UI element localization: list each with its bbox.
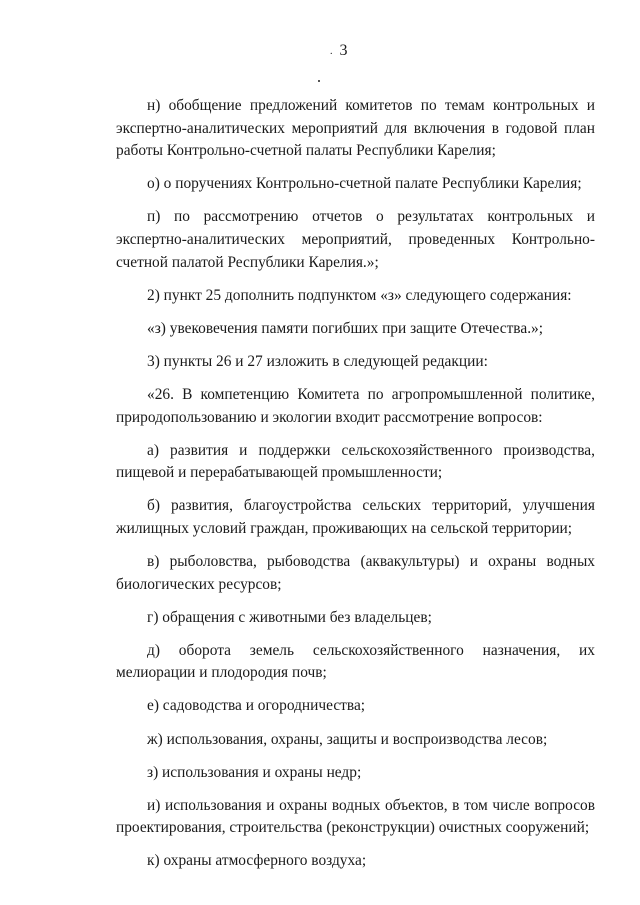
paragraph-zh: ж) использования, охраны, защиты и воспроизводства лесов; — [147, 730, 548, 748]
paragraph-p: п) по рассмотрению отчетов о результатах контрольных и экспертно-аналитических мероприятий, проведенных Контрольно-счетной палатой Республики Карелия.»; — [116, 208, 595, 271]
paragraph-e: е) садоводства и огородничества; — [147, 697, 366, 715]
paragraph-k: к) охраны атмосферного воздуха; — [147, 852, 367, 870]
paragraph-v: в) рыболовства, рыбоводства (аквакультуры) и охраны водных биологических ресурсов; — [116, 553, 595, 593]
paragraph-z: з) использования и охраны недр; — [147, 763, 362, 781]
paragraph-o: о) о поручениях Контрольно-счетной палате Республики Карелия; — [147, 175, 582, 193]
paragraph-item-3: 3) пункты 26 и 27 изложить в следующей редакции: — [147, 352, 488, 370]
paragraph-n: н) обобщение предложений комитетов по темам контрольных и экспертно-аналитических мероприятий для включения в годовой план работы Контрольно-счетной палаты Республики Карелия; — [116, 97, 595, 160]
scan-speck: . — [330, 45, 334, 57]
page-number — [330, 42, 349, 60]
paragraph-26: «26. В компетенцию Комитета по агропромышленной политике, природопользованию и экологии входит рассмотрение вопросов: — [116, 385, 595, 426]
document-body — [116, 95, 595, 884]
paragraph-g: г) обращения с животными без владельцев; — [147, 608, 432, 626]
paragraph-item-2: 2) пункт 25 дополнить подпунктом «з» следующего содержания: — [147, 286, 572, 304]
paragraph-d: д) оборота земель сельскохозяйственного назначения, их мелиорации и плодородия почв; — [116, 641, 595, 682]
scan-dot — [318, 80, 320, 82]
paragraph-b: б) развития, благоустройства сельских территорий, улучшения жилищных условий граждан, проживающих на сельской территории; — [116, 497, 595, 537]
page-number-value: 3 — [339, 42, 349, 59]
paragraph-i: и) использования и охраны водных объектов, в том числе вопросов проектирования, строительства (реконструкции) очистных сооружений; — [116, 796, 595, 837]
paragraph-subitem-z: «з) увековечения памяти погибших при защите Отечества.»; — [147, 319, 544, 337]
paragraph-a: а) развития и поддержки сельскохозяйственного производства, пищевой и перерабатывающей промышленности; — [116, 441, 595, 482]
